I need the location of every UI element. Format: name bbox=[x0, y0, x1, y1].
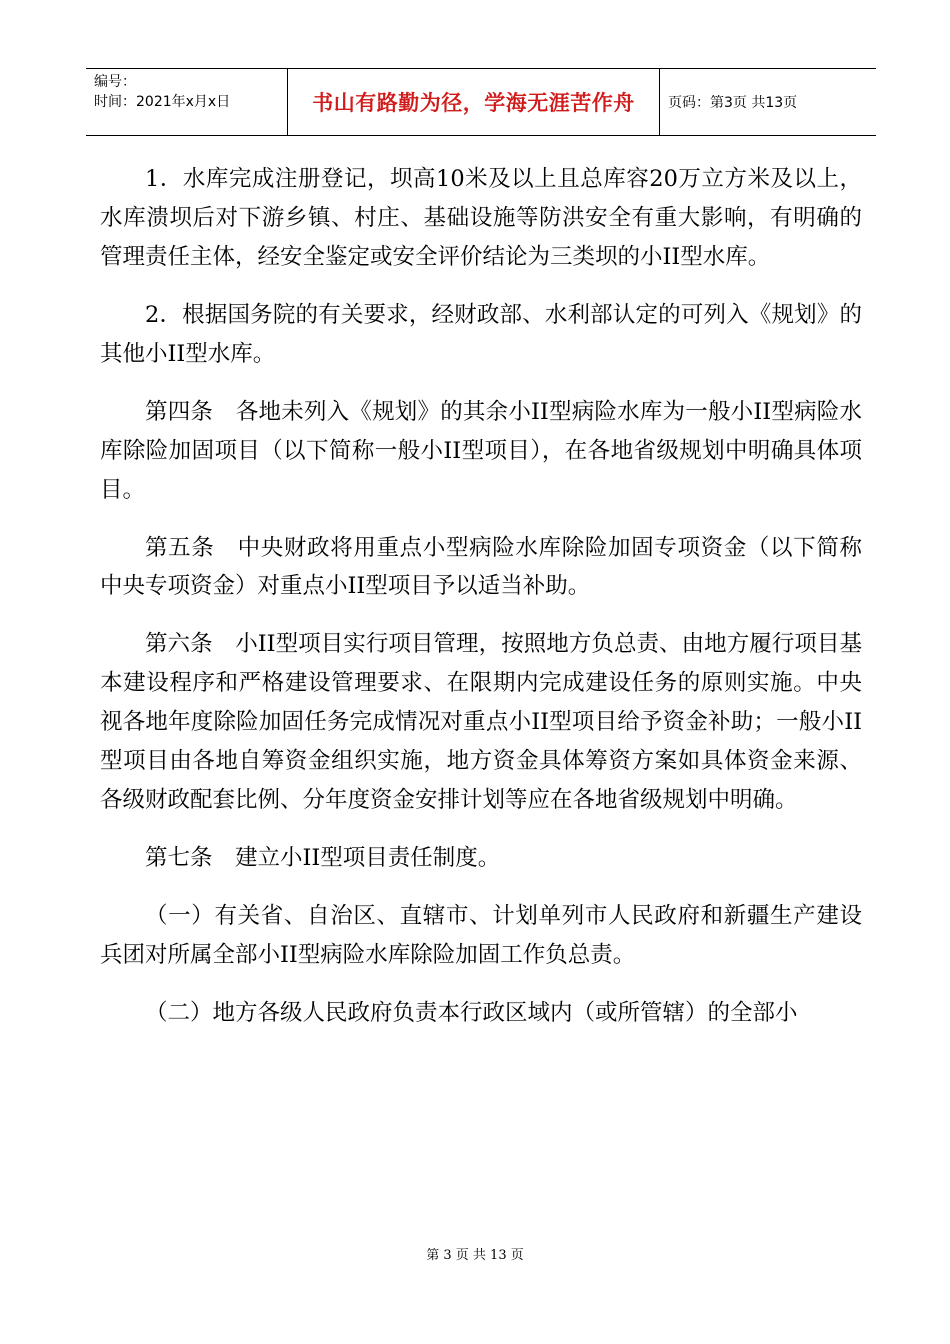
document-body bbox=[100, 160, 862, 1052]
header-meta bbox=[86, 69, 288, 135]
paragraph-2: 2．根据国务院的有关要求，经财政部、水利部认定的可列入《规划》的其他小II型水库。 bbox=[100, 301, 862, 367]
page-footer: 第 3 页 共 13 页 bbox=[426, 1248, 524, 1263]
paragraph-article-5: 第五条 中央财政将用重点小型病险水库除险加固专项资金（以下简称中央专项资金）对重点小II型项目予以适当补助。 bbox=[100, 534, 862, 600]
paragraph-item-1: （一）有关省、自治区、直辖市、计划单列市人民政府和新疆生产建设兵团对所属全部小II型病险水库除险加固工作负总责。 bbox=[100, 903, 862, 968]
document-header bbox=[86, 68, 876, 136]
paragraph-article-7: 第七条 建立小II型项目责任制度。 bbox=[145, 845, 501, 872]
header-page-info: 页码：第3页 共13页 bbox=[668, 95, 798, 111]
paragraph-1: 1．水库完成注册登记，坝高10米及以上且总库容20万立方米及以上，水库溃坝后对下游乡镇、村庄、基础设施等防洪安全有重大影响，有明确的管理责任主体，经安全鉴定或安全评价结论为三类坝的小II型水库。 bbox=[100, 166, 862, 270]
time-label: 时间：2021年x月x日 bbox=[94, 94, 231, 110]
paragraph-article-6: 第六条 小II型项目实行项目管理，按照地方负总责、由地方履行项目基本建设程序和严格建设管理要求、在限期内完成建设任务的原则实施。中央视各地年度除险加固任务完成情况对重点小II型项目给予资金补助；一般小II型项目由各地自筹资金组织实施，地方资金具体筹资方案如具体资金来源、各级财政配套比例、分年度资金安排计划等应在各地省级规划中明确。 bbox=[100, 631, 862, 814]
paragraph-article-4: 第四条 各地未列入《规划》的其余小II型病险水库为一般小II型病险水库除险加固项目（以下简称一般小II型项目），在各地省级规划中明确具体项目。 bbox=[100, 398, 862, 503]
paragraph-item-2: （二）地方各级人民政府负责本行政区域内（或所管辖）的全部小 bbox=[145, 999, 798, 1026]
header-motto: 书山有路勤为径，学海无涯苦作舟 bbox=[288, 69, 660, 135]
number-label: 编号： bbox=[94, 74, 136, 90]
